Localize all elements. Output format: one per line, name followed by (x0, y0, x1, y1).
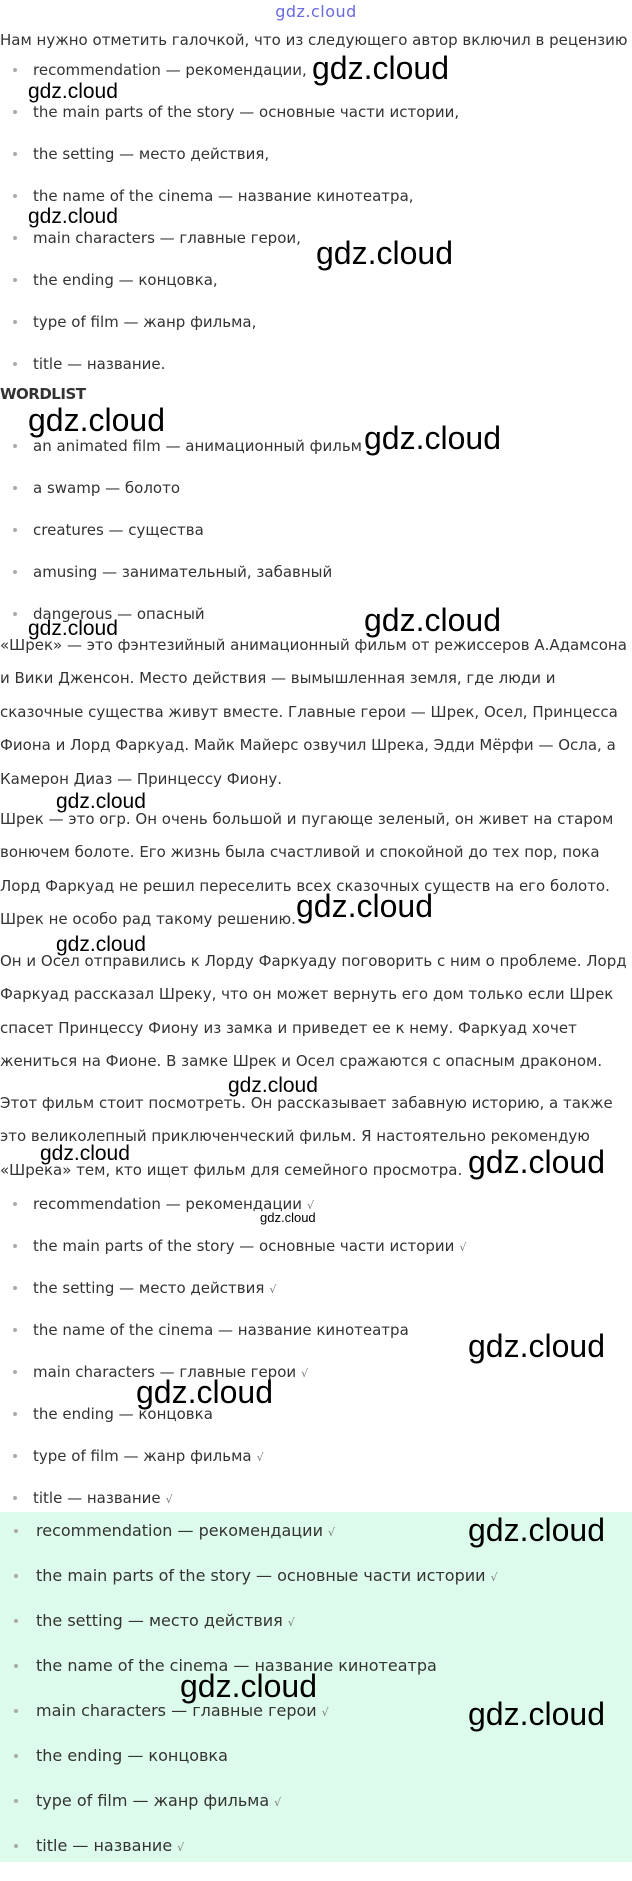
checklist-label: main characters — главные герои (33, 1363, 297, 1381)
watermark: gdz.cloud (364, 420, 501, 456)
watermark: gdz.cloud (468, 1328, 605, 1364)
checklist-label: the name of the cinema — название кинотеатра (33, 1321, 409, 1339)
checklist-label: the main parts of the story — основные части истории (33, 1237, 455, 1255)
wordlist-item: an animated film — анимационный фильм (0, 436, 362, 478)
checklist-label: type of film — жанр фильма (33, 1447, 252, 1465)
list-item: the name of the cinema — название кинотеатра, (0, 186, 459, 228)
watermark: gdz.cloud (364, 602, 501, 638)
checkmark-icon: √ (321, 1706, 329, 1719)
watermark: gdz.cloud (56, 933, 146, 956)
checkmark-icon: √ (165, 1493, 173, 1506)
answer-label: the main parts of the story — основные части истории (36, 1566, 486, 1585)
review-paragraph: Он и Осел отправились к Лорду Фаркуаду поговорить с ним о проблеме. Лорд Фаркуад рассказал Шреку, что он может вернуть его дом только если Шрек спасет Принцессу Фиону из замка и приведет ее к нему. Фаркуад хочет жениться на Фионе. В замке Шрек и Осел сражаются с опасным драконом. (0, 952, 627, 1071)
list-item: the setting — место действия, (0, 144, 459, 186)
checklist-item (0, 1446, 466, 1488)
checklist-label: the setting — место действия (33, 1279, 265, 1297)
watermark: gdz.cloud (316, 235, 453, 271)
answer-label: title — название (36, 1836, 173, 1855)
wordlist-item: dangerous — опасный (0, 604, 362, 646)
answer-item (0, 1746, 498, 1791)
wordlist-item: creatures — существа (0, 520, 362, 562)
watermark: gdz.cloud (40, 1142, 130, 1165)
watermark: gdz.cloud (180, 1668, 317, 1704)
list-item: the ending — концовка, (0, 270, 459, 312)
checkmark-icon: √ (256, 1451, 264, 1464)
watermark: gdz.cloud (260, 1210, 316, 1225)
answer-label: main characters — главные герои (36, 1701, 317, 1720)
checkmark-icon: √ (287, 1616, 295, 1629)
wordlist-heading: WORDLIST (0, 385, 86, 403)
answer-item (0, 1791, 498, 1836)
checkmark-icon: √ (301, 1367, 309, 1380)
checkmark-icon: √ (490, 1571, 498, 1584)
review-paragraph: «Шрек» — это фэнтезийный анимационный фильм от режиссеров А.Адамсона и Вики Дженсон. Место действия — вымышленная земля, где люди и сказочные существа живут вместе. Главные герои — Шрек, Осел, Принцесса Фиона и Лорд Фаркуад. Майк Майерс озвучил Шрека, Эдди Мёрфи — Осла, а Камерон Диаз — Принцессу Фиону. (0, 636, 627, 788)
watermark: gdz.cloud (468, 1696, 605, 1732)
watermark: gdz.cloud (136, 1374, 273, 1410)
watermark: gdz.cloud (28, 617, 118, 640)
wordlist-item: a swamp — болото (0, 478, 362, 520)
checkmark-icon: √ (269, 1283, 277, 1296)
task-instruction: Нам нужно отметить галочкой, что из следующего автор включил в рецензию (0, 31, 628, 49)
checkmark-icon: √ (274, 1796, 282, 1809)
answer-label: recommendation — рекомендации (36, 1521, 323, 1540)
checkmark-icon: √ (177, 1841, 185, 1854)
answer-label: the setting — место действия (36, 1611, 283, 1630)
checklist-label: the ending — концовка (33, 1405, 213, 1423)
answer-label: type of film — жанр фильма (36, 1791, 270, 1810)
watermark: gdz.cloud (28, 205, 118, 228)
list-item: main characters — главные герои, (0, 228, 459, 270)
watermark: gdz.cloud (468, 1512, 605, 1548)
watermark: gdz.cloud (312, 50, 449, 86)
answer-item (0, 1611, 498, 1656)
answer-item (0, 1701, 498, 1746)
watermark: gdz.cloud (296, 888, 433, 924)
checklist-item (0, 1194, 466, 1236)
answer-item (0, 1836, 498, 1881)
watermark: gdz.cloud (228, 1074, 318, 1097)
answer-label: the name of the cinema — название кинотеатра (36, 1656, 437, 1675)
review-paragraph: Шрек — это огр. Он очень большой и пугающе зеленый, он живет на старом вонючем болоте. Его жизнь была счастливой и спокойной до тех пор, пока Лорд Фаркуад не решил переселить всех сказочных существ на его болото. Шрек не особо рад такому решению. (0, 810, 614, 929)
list-item: the main parts of the story — основные части истории, (0, 102, 459, 144)
checklist-item (0, 1236, 466, 1278)
watermark: gdz.cloud (28, 402, 165, 438)
list-item: recommendation — рекомендации, (0, 60, 459, 102)
checkmark-icon: √ (459, 1241, 467, 1254)
checklist-label: recommendation — рекомендации (33, 1195, 303, 1213)
checklist-item (0, 1278, 466, 1320)
watermark: gdz.cloud (28, 80, 118, 103)
list-item: type of film — жанр фильма, (0, 312, 459, 354)
checkmark-icon: √ (307, 1199, 315, 1212)
answer-item (0, 1521, 498, 1566)
wordlist (0, 436, 362, 646)
site-header[interactable]: gdz.cloud (275, 2, 357, 21)
review-paragraph: Этот фильм стоит посмотреть. Он рассказывает забавную историю, а также это великолепный приключенческий фильм. Я настоятельно рекомендую «Шрека» тем, кто ищет фильм для семейного просмотра. (0, 1094, 613, 1179)
wordlist-item: amusing — занимательный, забавный (0, 562, 362, 604)
checklist (0, 1194, 466, 1530)
watermark: gdz.cloud (56, 790, 146, 813)
checkmark-icon: √ (327, 1526, 335, 1539)
list-item: title — название. (0, 354, 459, 396)
checklist-item (0, 1320, 466, 1362)
answer-label: the ending — концовка (36, 1746, 228, 1765)
watermark: gdz.cloud (468, 1144, 605, 1180)
checklist-label: title — название (33, 1489, 161, 1507)
answer-item (0, 1566, 498, 1611)
